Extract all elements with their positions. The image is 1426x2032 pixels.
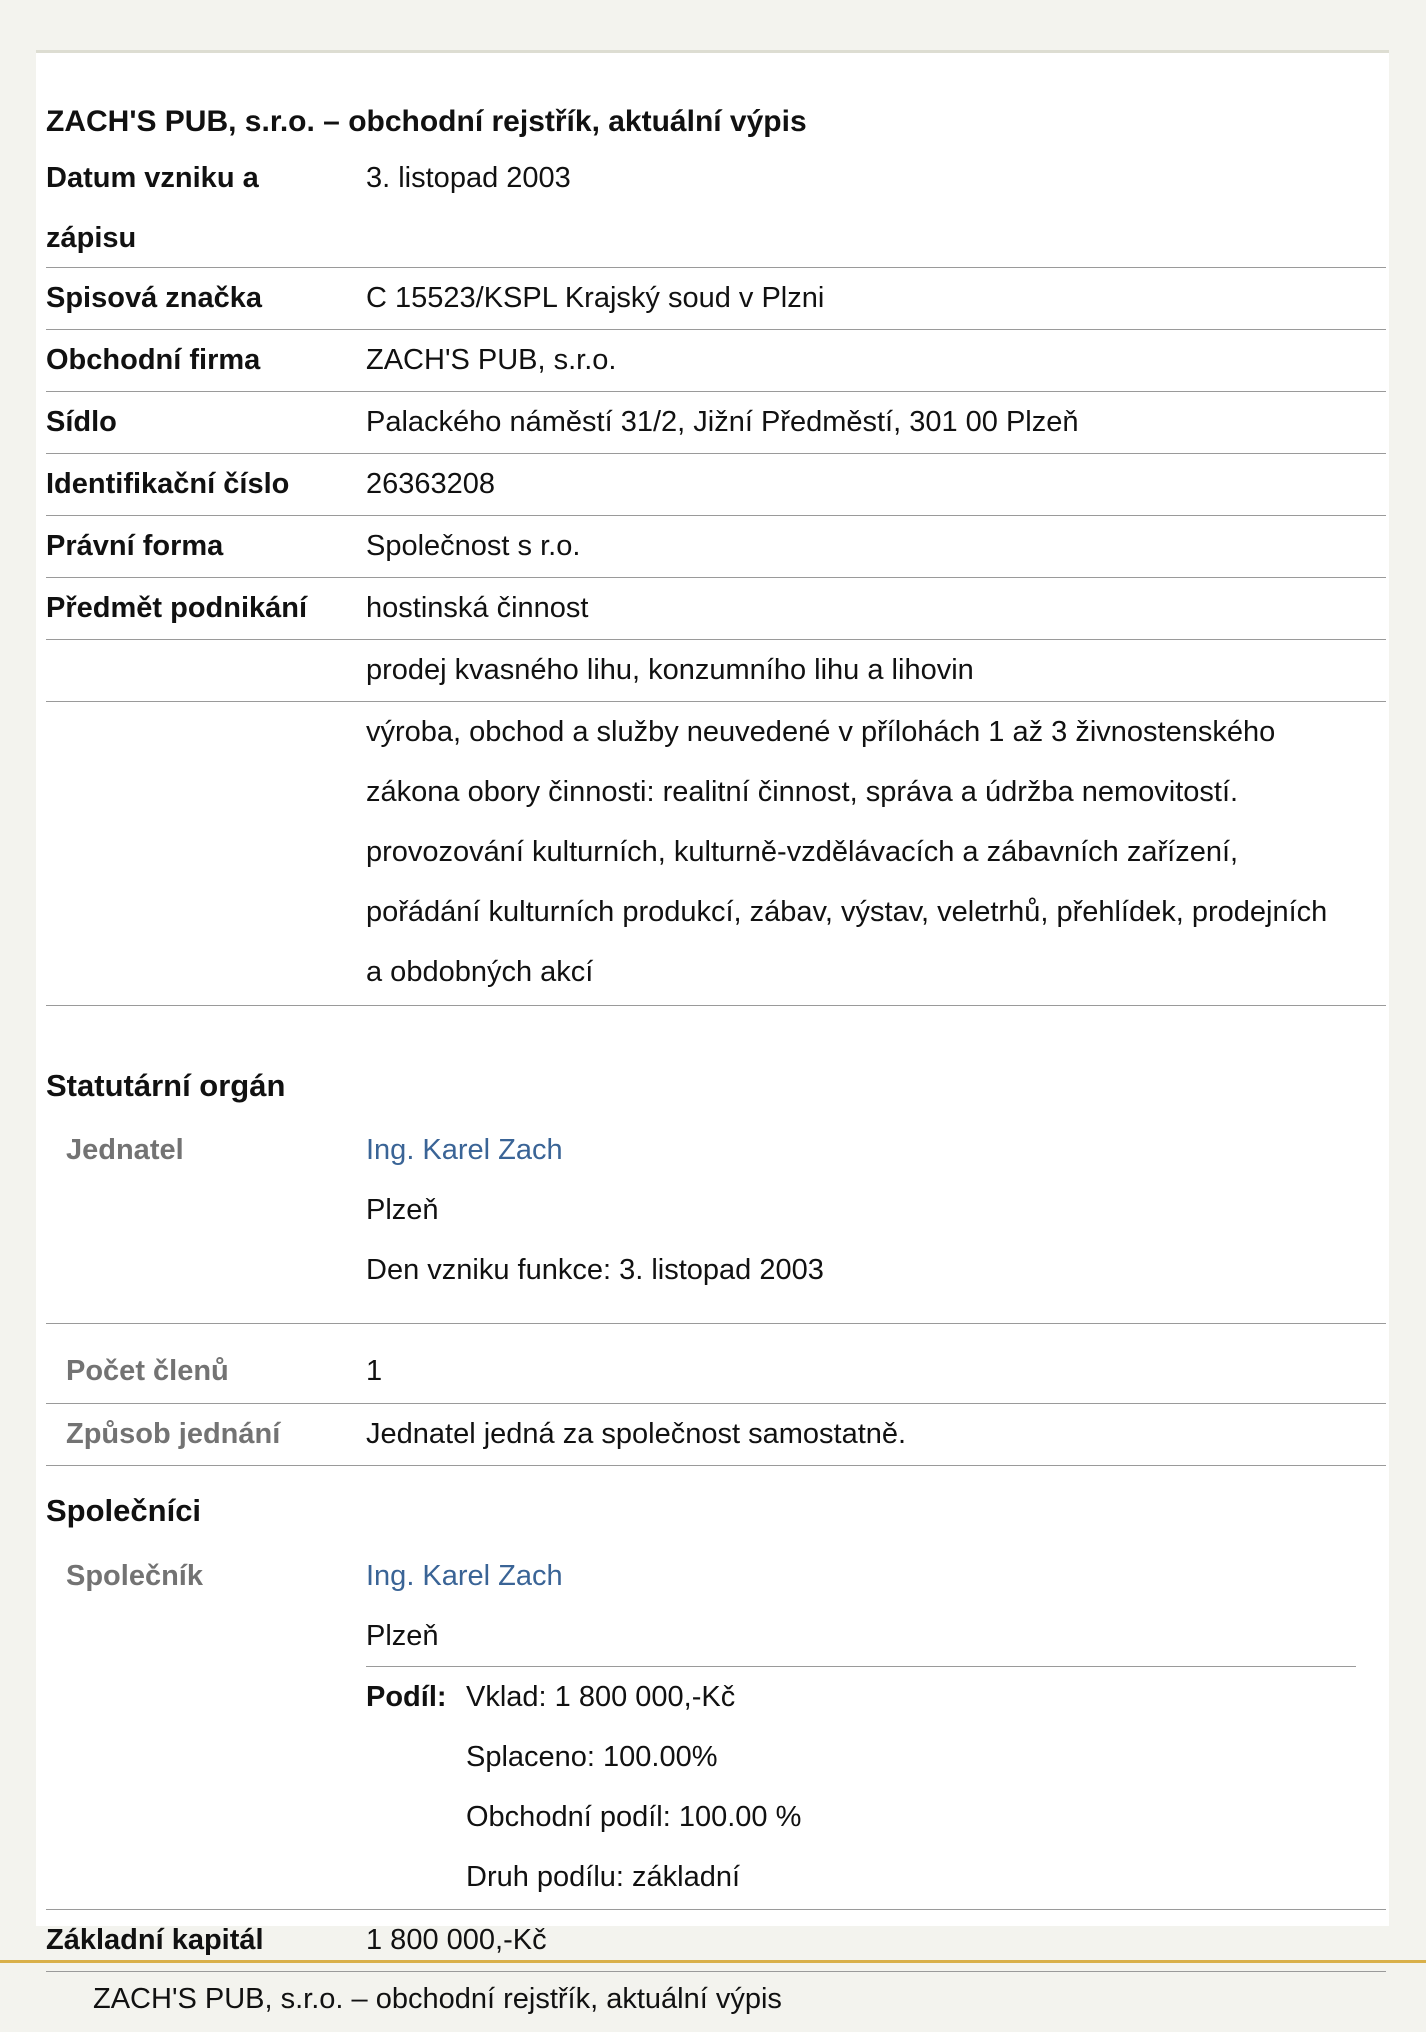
podil-obchodni: Obchodní podíl: 100.00 % [466,1801,802,1833]
label-datum-vzniku: Datum vzniku a zápisu [46,162,259,254]
value-jednatel [366,1120,1376,1300]
jednatel-since: Den vzniku funkce: 3. listopad 2003 [366,1254,824,1286]
register-card [36,50,1389,1956]
heading-statutarni-organ: Statutární orgán [46,1068,286,1103]
row-predmet-item-3 [46,702,1386,1006]
label-podil: Podíl: [366,1681,447,1713]
value-spolecnik [366,1546,1376,1666]
label-sidlo: Sídlo [46,406,117,438]
value-identifikacni-cislo: 26363208 [366,468,496,500]
label-zpusob-jednani: Způsob jednání [66,1418,281,1450]
label-spolecnik: Společník [66,1560,203,1592]
label-obchodni-firma: Obchodní firma [46,344,261,376]
value-sidlo: Palackého náměstí 31/2, Jižní Předměstí, 301 00 Plzeň [366,406,1079,438]
value-predmet-item-2: prodej kvasného lihu, konzumního lihu a lihovin [366,654,974,686]
label-zakladni-kapital: Základní kapitál [46,1924,264,1956]
label-pocet-clenu: Počet členů [66,1355,229,1387]
footer-rule [0,1960,1426,1963]
value-zpusob-jednani: Jednatel jedná za společnost samostatně. [366,1418,907,1450]
row-spolecnik [46,1546,1386,1910]
label-pravni-forma: Právní forma [46,530,224,562]
row-pravni-forma [46,516,1386,578]
value-podil [466,1667,801,1907]
value-predmet-item-1: hostinská činnost [366,592,589,624]
footer-title: ZACH'S PUB, s.r.o. – obchodní rejstřík, aktuální výpis [93,1983,782,2015]
row-obchodni-firma [46,330,1386,392]
page-title: ZACH'S PUB, s.r.o. – obchodní rejstřík, aktuální výpis [46,105,807,138]
row-sidlo [46,392,1386,454]
jednatel-name-link[interactable]: Ing. Karel Zach [366,1134,563,1166]
jednatel-city: Plzeň [366,1194,439,1226]
value-datum-vzniku: 3. listopad 2003 [366,162,571,194]
label-jednatel: Jednatel [66,1134,184,1166]
row-datum-vzniku [46,148,1386,268]
spolecnik-city: Plzeň [366,1620,439,1652]
row-spisova-znacka [46,268,1386,330]
row-predmet-item-2 [46,640,1386,702]
value-zakladni-kapital: 1 800 000,-Kč [366,1924,547,1956]
value-predmet-item-3: výroba, obchod a služby neuvedené v přílohách 1 až 3 živnostenského zákona obory činnosti: realitní činnost, správa a údržba nemovitostí. provozování kulturních, kulturně-vzdělávacích a zábavních zařízení, pořádání kulturních produkcí, zábav, výstav, veletrhů, přehlídek, prodejních a obdobných akcí [366,716,1328,988]
row-pocet-clenu [46,1341,1386,1404]
label-identifikacni-cislo: Identifikační číslo [46,468,290,500]
value-pocet-clenu: 1 [366,1355,383,1387]
row-predmet-podnikani [46,578,1386,640]
label-spisova-znacka: Spisová značka [46,282,262,314]
podil-splaceno: Splaceno: 100.00% [466,1741,718,1773]
label-predmet-podnikani: Předmět podnikání [46,592,308,624]
heading-spolecnici: Společníci [46,1493,202,1528]
podil-druh: Druh podílu: základní [466,1861,741,1893]
podil-vklad: Vklad: 1 800 000,-Kč [466,1681,736,1713]
row-identifikacni-cislo [46,454,1386,516]
value-pravni-forma: Společnost s r.o. [366,530,581,562]
value-spisova-znacka: C 15523/KSPL Krajský soud v Plzni [366,282,825,314]
row-jednatel [46,1120,1386,1324]
row-zpusob-jednani [46,1404,1386,1466]
value-obchodni-firma: ZACH'S PUB, s.r.o. [366,344,617,376]
spolecnik-name-link[interactable]: Ing. Karel Zach [366,1560,563,1592]
